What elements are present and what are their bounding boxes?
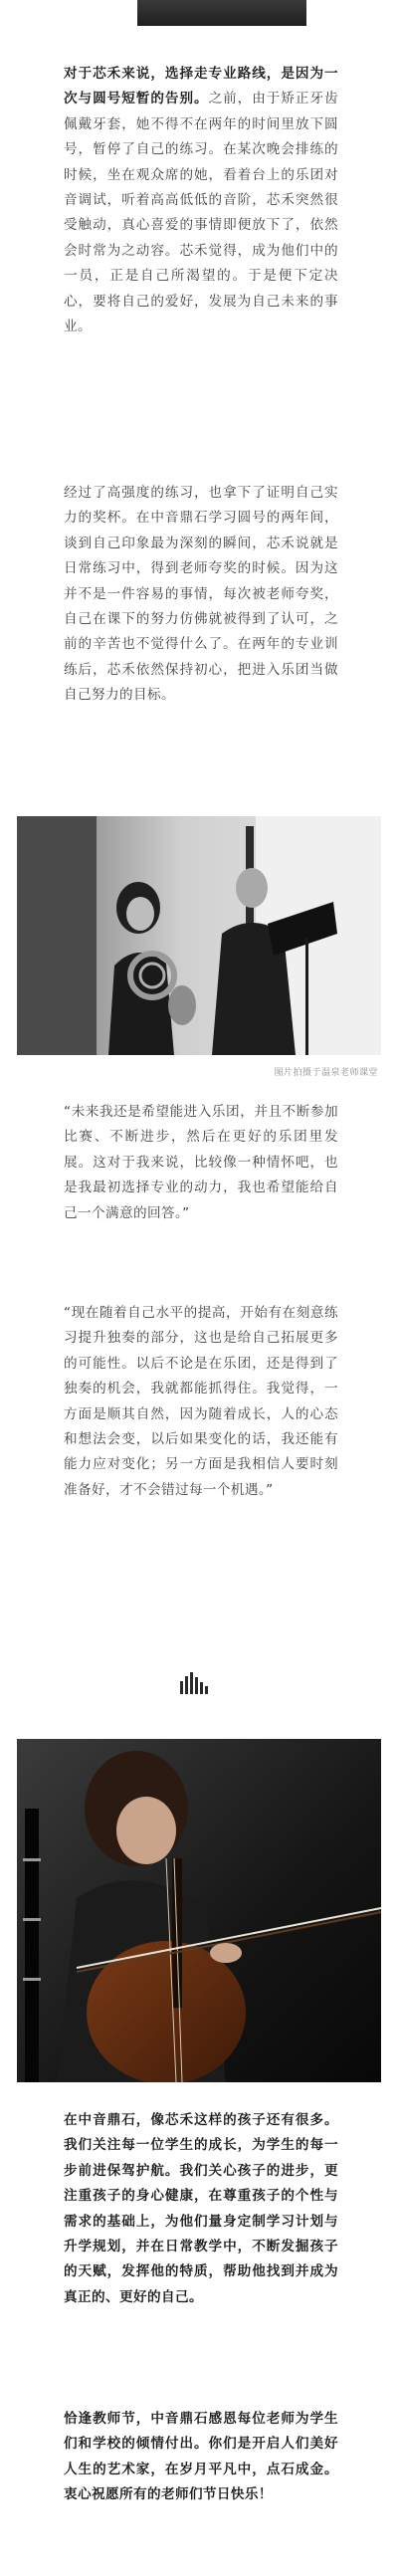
paragraph-choice-of-career (64, 62, 338, 339)
paragraph-lead: 对于芯禾来说，选择走专业路线，是因为一次与圆号短暂的告别。 (64, 66, 338, 107)
photo-horn-lesson (17, 816, 381, 1055)
paragraph-school-care: 在中音鼎石，像芯禾这样的孩子还有很多。我们关注每一位学生的成长，为学生的每一步前进保驾护航。我们关心孩子的进步，更注重孩子的身心健康，在尊重孩子的个性与需求的基础上，为他们量身定制学习计划与升学规划，并在日常教学中，不断发掘孩子的天赋，发挥他的特质，帮助他找到并成为真正的、更好的自己。 (64, 2112, 338, 2305)
cello-player-image (17, 1739, 381, 2082)
horn-lesson-image (17, 816, 381, 1055)
sound-bars-icon (180, 1672, 210, 1694)
paragraph-practice: 经过了高强度的练习，也拿下了证明自己实力的奖杯。在中音鼎石学习圆号的两年间，谈到自己印象最为深刻的瞬间，芯禾说就是日常练习中，得到老师夸奖的时候。因为这并不是一件容易的事情，每次被老师夸奖，自己在课下的努力仿佛就被得到了认可，之前的辛苦也不觉得什么了。在两年的专业训练后，芯禾依然保持初心，把进入乐团当做自己努力的目标。 (64, 485, 338, 704)
paragraph-teachers-day: 恰逢教师节，中音鼎石感恩每位老师为学生们和学校的倾情付出。你们是开启人们美好人生的艺术家，在岁月平凡中，点石成金。衷心祝愿所有的老师们节日快乐！ (64, 2411, 338, 2503)
photo-caption: 图片拍摄于温泉老师课堂 (274, 1068, 378, 1078)
paragraph-body: 之前，由于矫正牙齿佩戴牙套，她不得不在两年的时间里放下圆号，暂停了自己的练习。在某次晚会排练的时候，坐在观众席的她，看着台上的乐团对音调试，听着高高低低的音阶，芯禾突然很受触动，真心喜爱的事情即便放下了，依然会时常为之动容。芯禾觉得，成为他们中的一员，正是自己所渴望的。于是便下定决心，要将自己的爱好，发展为自己未来的事业。 (64, 91, 338, 335)
quote-preparation: “现在随着自己水平的提高，开始有在刻意练习提升独奏的部分，这也是给自己拓展更多的可能性。以后不论是在乐团，还是得到了独奏的机会，我就都能抓得住。我觉得，一方面是顺其自然，因为随着成长，人的心态和想法会变，以后如果变化的话，我还能有能力应对变化；另一方面是我相信人要时刻准备好，才不会错过每一个机遇。” (64, 1305, 338, 1498)
photo-cello-player (17, 1739, 381, 2082)
quote-future-goal: “未来我还是希望能进入乐团，并且不断参加比赛、不断进步，然后在更好的乐团里发展。这对于我来说，比较像一种情怀吧，也是我最初选择专业的动力，我也希望能给自己一个满意的回答。” (64, 1104, 338, 1221)
top-photo-fragment (137, 0, 306, 26)
